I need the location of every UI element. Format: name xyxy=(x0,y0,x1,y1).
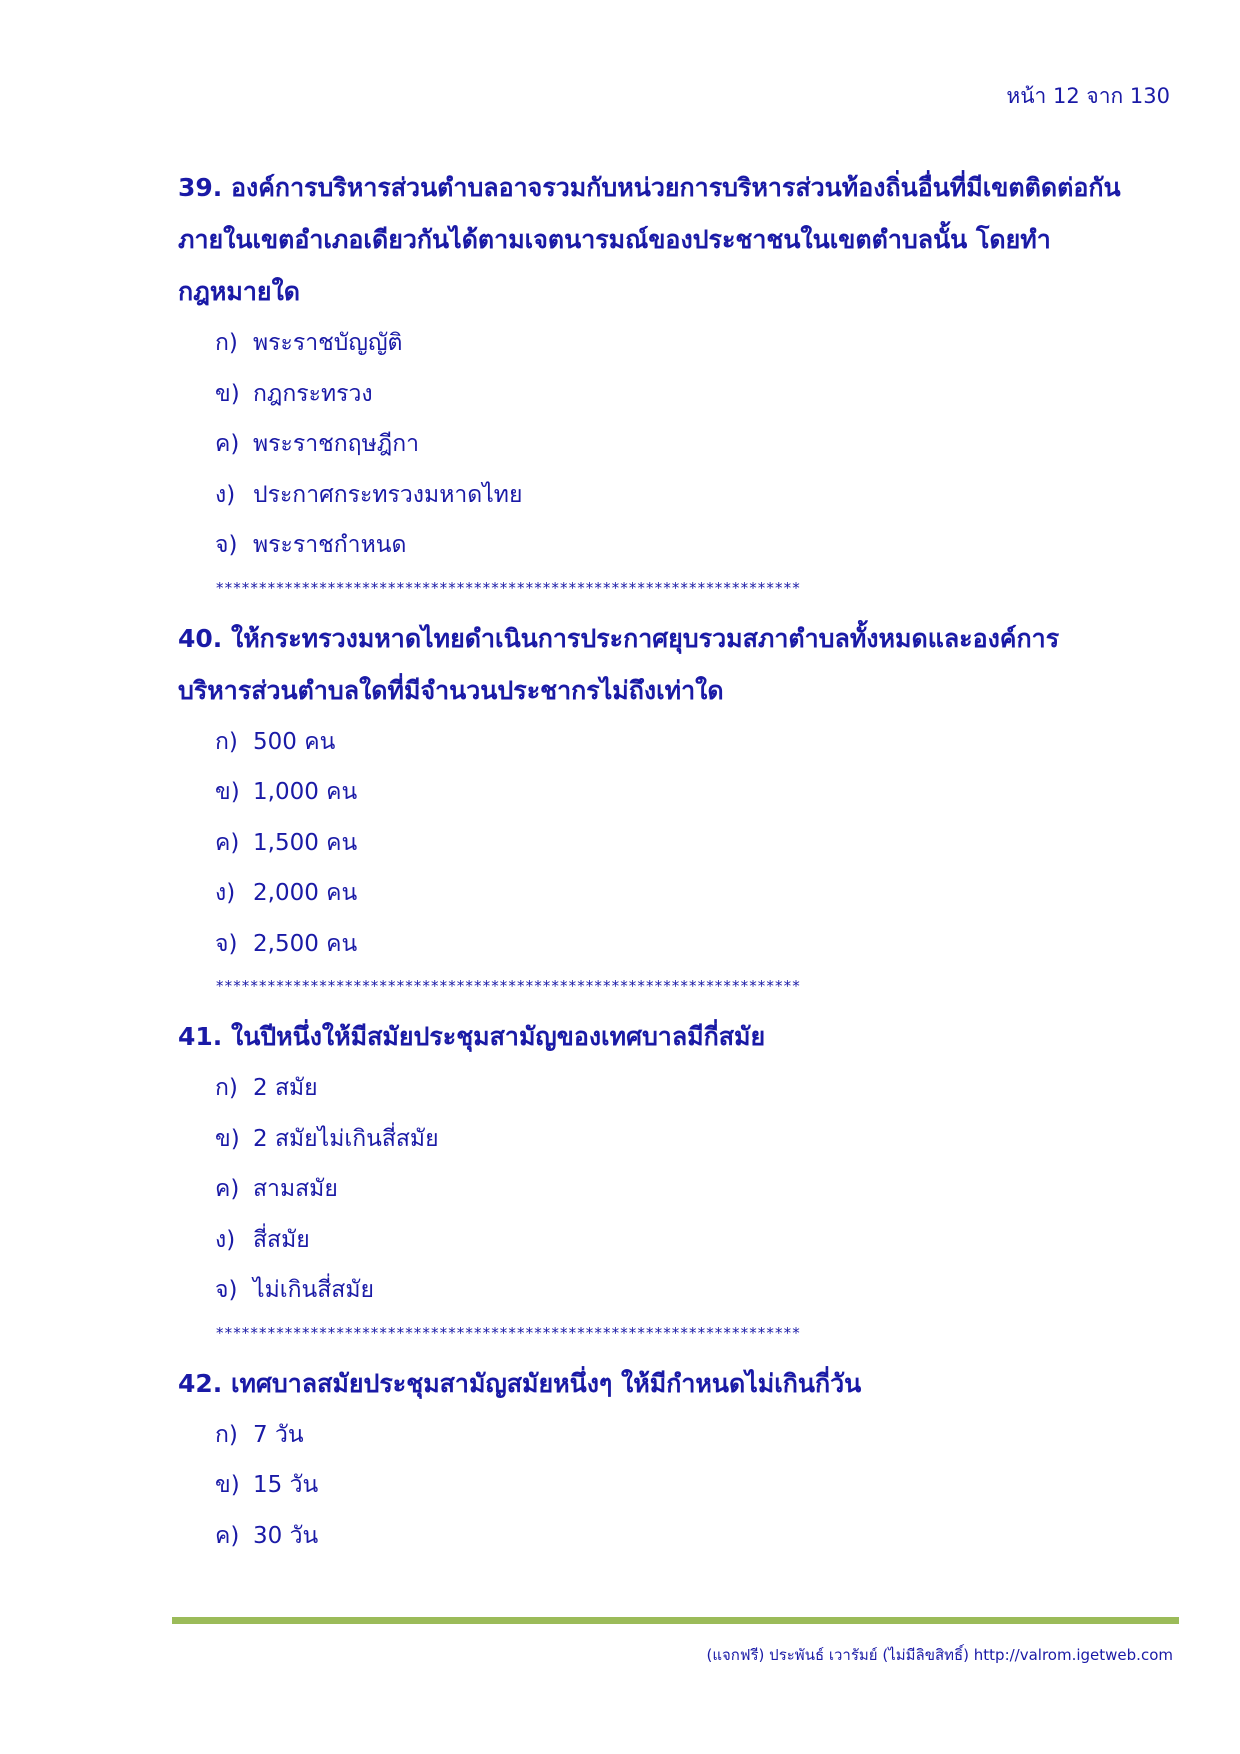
question-line: 41. ในปีหนึ่งให้มีสมัยประชุมสามัญของเทศบาลมีกี่สมัย xyxy=(178,1022,766,1051)
footer-credit: (แจกฟรี) ประพันธ์ เวารัมย์ (ไม่มีลิขสิทธิ์) http://valrom.igetweb.com xyxy=(706,1646,1173,1664)
option-item xyxy=(178,1215,1178,1266)
option-item xyxy=(178,1114,1178,1165)
option-item xyxy=(178,1410,1178,1461)
option-text: 2 สมัยไม่เกินสี่สมัย xyxy=(253,1125,439,1152)
option-text: 30 วัน xyxy=(253,1522,319,1549)
option-item xyxy=(178,868,1178,919)
question-text xyxy=(178,613,1178,717)
option-item xyxy=(178,767,1178,818)
option-text: 1,000 คน xyxy=(253,779,358,805)
option-letter: จ) xyxy=(215,930,238,957)
option-letter: ค) xyxy=(215,1522,240,1549)
option-text: สี่สมัย xyxy=(253,1226,310,1253)
option-item xyxy=(178,470,1178,521)
option-letter: ข) xyxy=(215,380,240,407)
separator: ******************************************************************** xyxy=(216,578,801,597)
question-text xyxy=(178,1011,1178,1063)
option-text: 7 วัน xyxy=(253,1421,304,1448)
separator: ******************************************************************** xyxy=(216,1323,801,1342)
option-letter: ง) xyxy=(215,481,236,508)
question-line: 42. เทศบาลสมัยประชุมสามัญสมัยหนึ่งๆ ให้มีกำหนดไม่เกินกี่วัน xyxy=(178,1368,862,1398)
option-letter: ง) xyxy=(215,880,236,906)
option-item xyxy=(178,419,1178,470)
option-letter: ก) xyxy=(215,1421,238,1448)
option-item xyxy=(178,318,1178,369)
option-item xyxy=(178,818,1178,869)
option-letter: ข) xyxy=(215,1472,240,1498)
question-line: บริหารส่วนตำบลใดที่มีจำนวนประชากรไม่ถึงเท่าใด xyxy=(178,675,724,705)
option-letter: ง) xyxy=(215,1226,236,1253)
question-line: ภายในเขตอำเภอเดียวกันได้ตามเจตนารมณ์ของประชาชนในเขตตำบลนั้น โดยทำ xyxy=(178,225,1051,254)
question-line: กฎหมายใด xyxy=(178,277,301,306)
page-number: หน้า 12 จาก 130 xyxy=(1006,84,1170,108)
question-list xyxy=(178,162,1178,1561)
option-letter: ข) xyxy=(215,1125,240,1152)
option-item xyxy=(178,520,1178,571)
option-text: กฎกระทรวง xyxy=(253,380,373,407)
option-text: พระราชบัญญัติ xyxy=(253,330,403,356)
option-item xyxy=(178,919,1178,970)
option-text: ประกาศกระทรวงมหาดไทย xyxy=(253,481,523,508)
question-39 xyxy=(178,162,1178,613)
option-item xyxy=(178,1265,1178,1316)
option-text: พระราชกำหนด xyxy=(253,532,407,558)
option-item xyxy=(178,1164,1178,1215)
option-text: ไม่เกินสี่สมัย xyxy=(253,1277,374,1303)
option-letter: จ) xyxy=(215,532,238,558)
question-line: 40. ให้กระทรวงมหาดไทยดำเนินการประกาศยุบรวมสภาตำบลทั้งหมดและองค์การ xyxy=(178,623,1060,653)
option-letter: ค) xyxy=(215,829,240,856)
option-letter: ค) xyxy=(215,431,240,457)
option-text: 2,000 คน xyxy=(253,880,358,906)
options-list xyxy=(178,717,1178,970)
question-40 xyxy=(178,613,1178,1012)
option-letter: ก) xyxy=(215,728,238,755)
option-text: สามสมัย xyxy=(253,1176,338,1202)
option-text: 15 วัน xyxy=(253,1472,319,1498)
option-item xyxy=(178,717,1178,768)
footer-divider xyxy=(172,1617,1179,1624)
option-text: 2 สมัย xyxy=(253,1075,318,1101)
option-item xyxy=(178,369,1178,420)
option-item xyxy=(178,1063,1178,1114)
question-line: 39. องค์การบริหารส่วนตำบลอาจรวมกับหน่วยการบริหารส่วนท้องถิ่นอื่นที่มีเขตติดต่อกัน xyxy=(178,173,1121,202)
option-letter: ข) xyxy=(215,779,240,805)
option-letter: จ) xyxy=(215,1277,238,1303)
option-text: 500 คน xyxy=(253,728,336,755)
option-letter: ก) xyxy=(215,330,238,356)
option-text: พระราชกฤษฎีกา xyxy=(253,431,420,457)
separator: ******************************************************************** xyxy=(216,977,801,995)
option-letter: ค) xyxy=(215,1176,240,1202)
option-item xyxy=(178,1511,1178,1562)
option-text: 2,500 คน xyxy=(253,930,358,957)
options-list xyxy=(178,1063,1178,1316)
question-42 xyxy=(178,1358,1178,1562)
options-list xyxy=(178,318,1178,571)
question-41 xyxy=(178,1011,1178,1358)
option-text: 1,500 คน xyxy=(253,829,358,856)
option-letter: ก) xyxy=(215,1075,238,1101)
question-text xyxy=(178,162,1178,318)
options-list xyxy=(178,1410,1178,1562)
question-text xyxy=(178,1358,1178,1410)
option-item xyxy=(178,1460,1178,1511)
